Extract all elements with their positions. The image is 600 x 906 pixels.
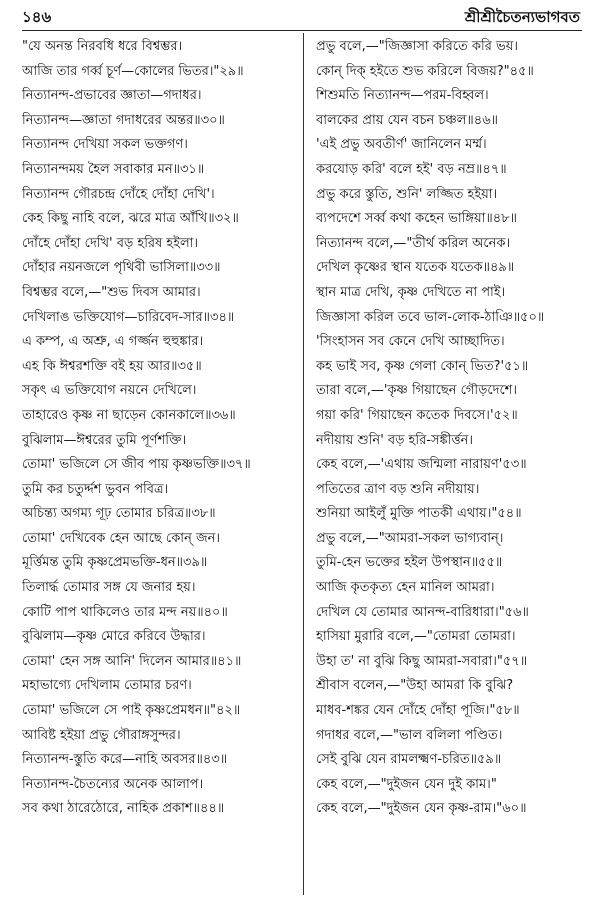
verse-line: তিলার্দ্ধ তোমার সঙ্গ যে জনার হয়। [22, 580, 196, 596]
verse-line: জিজ্ঞাসা করিল তবে ভাল-লোক-ঠাঞি॥৫০॥ [316, 309, 545, 325]
verse-line: সেই বুঝি যেন রামলক্ষ্মণ-চরিত॥৫৯॥ [316, 752, 502, 768]
verse-line: নিত্যানন্দ বলে,—"তীর্থ করিল অনেক। [316, 235, 511, 251]
verse-line: শিশুমতি নিত্যানন্দ—পরম-বিহ্বল। [316, 88, 489, 104]
verse-line: নিত্যানন্দ গৌরচন্দ্র দোঁহে দোঁহা দেখি'। [22, 186, 215, 202]
verse-line: গদাধর বলে,—"ভাল বলিলা পণ্ডিত। [316, 727, 503, 743]
verse-line: কোন্ দিক্ হইতে শুভ করিলে বিজয়?"৪৫॥ [316, 63, 534, 79]
verse-line: কহ ভাই সব, কৃষ্ণ গেলা কোন্ ভিত?'৫১॥ [316, 358, 529, 374]
verse-line: বিশ্বম্ভর বলে,—"শুভ দিবস আমার। [22, 284, 201, 300]
right-column [316, 35, 588, 822]
verse-line: কোটি পাপ থাকিলেও তার মন্দ নয়॥৪০॥ [22, 604, 228, 620]
verse-line: বালকের প্রায় যেন বচন চঞ্চল॥৪৬॥ [316, 112, 499, 128]
page-header [22, 4, 580, 28]
verse-line: প্রভু বলে,—"জিজ্ঞাসা করিতে করি ভয়। [316, 39, 518, 54]
verse-line: তারা বলে,—'কৃষ্ণ গিয়াছেন গৌড়দেশে। [316, 383, 518, 399]
verse-line: নিত্যানন্দময় হৈল সবাকার মন॥৩১॥ [22, 161, 205, 177]
verse-line: তোমা' ভজিলে সে পাই কৃষ্ণপ্রেমধন॥"৪২॥ [22, 703, 241, 719]
running-title: শ্রীশ্রীচৈতন্যভাগবত [464, 8, 580, 26]
verse-line: আজি তার গর্ব্ব চূর্ণ—কোলের ভিতর।"২৯॥ [22, 63, 244, 79]
verse-line: আজি কৃতকৃত্য হেন মানিল আমরা। [316, 580, 495, 596]
verse-line: তোমা' দেখিবেক হেন আছে কোন্ জন। [22, 530, 221, 546]
verse-line: তাহারেও কৃষ্ণ না ছাড়েন কোনকালে॥৩৬॥ [22, 407, 236, 423]
verse-line: দেখিল কৃষ্ণের স্থান যতেক যতেক॥৪৯॥ [316, 260, 515, 276]
verse-line: নদীয়ায় শুনি' বড় হরি-সঙ্কীর্ত্তন। [316, 432, 474, 448]
verse-line: দোঁহে দোঁহা দেখি' বড় হরিষ হইলা। [22, 235, 199, 251]
verse-line: বুঝিলাম—কৃষ্ণ মোরে করিবে উদ্ধার। [22, 629, 206, 645]
verse-line: এহ কি ঈশ্বরশক্তি বই হয় আর॥৩৫॥ [22, 358, 202, 374]
verse-line: স্থান মাত্র দেখি, কৃষ্ণ দেখিতে না পাই। [316, 284, 506, 300]
verse-line: কেহ বলে,—'এথায় জন্মিলা নারায়ণ'৫৩॥ [316, 457, 527, 473]
verse-line: মহাভাগ্যে দেখিলাম তোমার চরণ। [22, 678, 192, 694]
verse-line: তুমি কর চতুর্দ্দশ ভুবন পবিত্র। [22, 481, 169, 497]
verse-line: অচিন্ত্য অগম্য গূঢ় তোমার চরিত্র॥৩৮॥ [22, 506, 216, 522]
verse-line: নিত্যানন্দ দেখিয়া সকল ভক্তগণ। [22, 137, 188, 153]
verse-line: "যে অনন্ত নিরবধি ধরে বিশ্বম্ভর। [22, 39, 183, 54]
verse-line: শুনিয়া আইলুঁ মুক্তি পাতকী এথায়।"৫৪॥ [316, 506, 522, 522]
verse-line: সব কথা ঠারেঠোরে, নাহিক প্রকাশ॥৪৪॥ [22, 801, 225, 817]
verse-line: মূর্ত্তিমন্ত তুমি কৃষ্ণপ্রেমভক্তি-ধন॥৩৯॥ [22, 555, 208, 571]
verse-line: তোমা' হেন সঙ্গ আনি' দিলেন আমার॥৪১॥ [22, 653, 242, 669]
verse-line: নিত্যানন্দ-চৈতন্যের অনেক আলাপ। [22, 776, 204, 792]
page-number: ১৪৬ [22, 8, 52, 26]
verse-line: শ্রীবাস বলেন,—"উহা আমরা কি বুঝি? [316, 678, 514, 694]
verse-line: করযোড় করি' বলে হই' বড় নম্র॥৪৭॥ [316, 161, 507, 177]
verse-line: প্রভু বলে,—"আমরা-সকল ভাগ্যবান্। [316, 530, 504, 546]
verse-line: কেহ বলে,—"দুইজন যেন কৃষ্ণ-রাম।"৬০॥ [316, 801, 527, 817]
header-rule [22, 30, 582, 31]
verse-line: গয়া করি' গিয়াছেন কতেক দিবসে।'৫২॥ [316, 407, 518, 423]
verse-line: নিত্যানন্দ—জ্ঞাতা গদাধরের অন্তর॥৩০॥ [22, 112, 225, 128]
verse-line: নিত্যানন্দ-প্রভাবের জ্ঞাতা—গদাধর। [22, 88, 202, 104]
verse-line: কেহ কিছু নাহি বলে, ঝরে মাত্র আঁখি॥৩২॥ [22, 211, 239, 227]
verse-line: পতিতের ত্রাণ বড় শুনি নদীয়ায়। [316, 481, 480, 497]
verse-line: উহা ত' না বুঝি কিছু আমরা-সবারা।"৫৭॥ [316, 653, 528, 669]
verse-line: এ কম্প, এ অশ্রু, এ গর্জ্জন হুহুঙ্কার। [22, 334, 204, 350]
verse-line: দোঁহার নয়নজলে পৃথিবী ভাসিলা॥৩৩॥ [22, 260, 221, 276]
verse-line: 'এই প্রভু অবতীর্ণ' জানিলেন মর্ম্ম। [316, 137, 487, 153]
verse-line: নিত্যানন্দ-স্তুতি করে—নাহি অবসর॥৪৩॥ [22, 752, 228, 768]
verse-line: কেহ বলে,—"দুইজন যেন দুই কাম।" [316, 776, 497, 792]
verse-line: দেখিল যে তোমার আনন্দ-বারিধারা।"৫৬॥ [316, 604, 529, 620]
verse-line: 'সিংহাসন সব কেনে দেখি আচ্ছাদিত। [316, 334, 505, 350]
verse-line: হাসিয়া মুরারি বলে,—"তোমরা তোমরা। [316, 629, 516, 645]
column-divider [303, 33, 304, 895]
verse-line: দেখিলাঙ ভক্তিযোগ—চারিবেদ-সার॥৩৪॥ [22, 309, 235, 325]
verse-line: বুঝিলাম—ঈশ্বরের তুমি পূর্ণশক্তি। [22, 432, 187, 448]
verse-line: ব্যপদেশে সর্ব্ব কথা কহেন ভাঙ্গিয়া॥৪৮॥ [316, 211, 518, 227]
verse-line: তুমি-হেন ভক্তের হইল উপস্থান॥৫৫॥ [316, 555, 503, 571]
verse-line: মাধব-শঙ্কর যেন দোঁহে দোঁহা পূজি।"৫৮॥ [316, 703, 520, 719]
verse-line: সকৃৎ এ ভক্তিযোগ নয়নে দেখিলে। [22, 383, 197, 399]
verse-line: তোমা' ভজিলে সে জীব পায় কৃষ্ণভক্তি॥৩৭॥ [22, 457, 251, 473]
verse-line: প্রভু করে স্তুতি, শুনি' লজ্জিত হইয়া। [316, 186, 498, 202]
verse-line: আবিষ্ট হইয়া প্রভু গৌরাঙ্গসুন্দর। [22, 727, 181, 743]
left-column [22, 35, 297, 822]
